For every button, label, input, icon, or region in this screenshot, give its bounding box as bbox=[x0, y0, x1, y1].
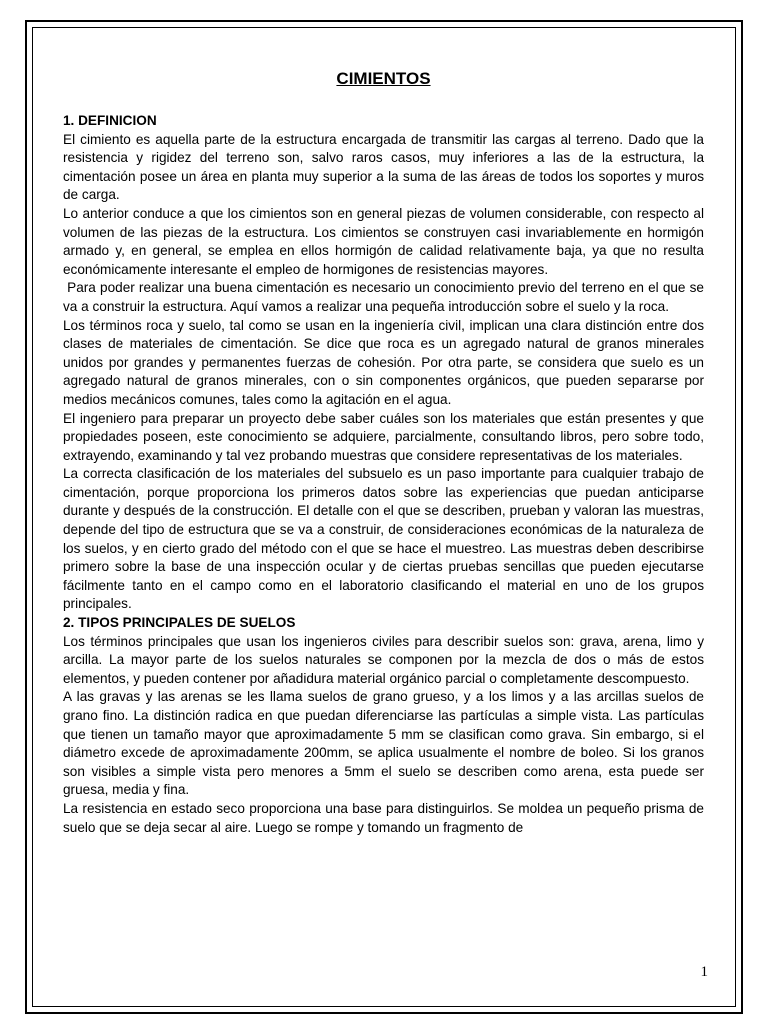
paragraph: Los términos principales que usan los ingenieros civiles para describir suelos son: grava, arena, limo y arcilla. La mayor parte de los suelos naturales se componen por la mezcla de dos o más de estos elementos, y pueden contener por añadidura material orgánico parcial o completamente descompuesto. bbox=[63, 633, 704, 686]
section-heading-definicion: 1. DEFINICION bbox=[63, 113, 157, 128]
paragraph: El cimiento es aquella parte de la estructura encargada de transmitir las cargas al terreno. Dado que la resistencia y rigidez del terreno son, salvo raros casos, muy inferiores a las de la estructura, la cimentación posee un área en planta muy superior a la suma de las áreas de todos los soportes y muros de carga. bbox=[63, 131, 704, 203]
paragraph: La resistencia en estado seco proporciona una base para distinguirlos. Se moldea un pequeño prisma de suelo que se deja secar al aire. Luego se rompe y tomando un fragmento de bbox=[63, 800, 704, 835]
paragraph: La correcta clasificación de los materiales del subsuelo es un paso importante para cualquier trabajo de cimentación, porque proporciona los primeros datos sobre las experiencias que puedan anticiparse durante y después de la construcción. El detalle con el que se describen, prueban y valoran las muestras, depende del tipo de estructura que se va a construir, de consideraciones económicas de la naturaleza de los suelos, y en cierto grado del método con el que se hace el muestreo. Las muestras deben describirse primero sobre la base de una inspección ocular y de ciertas pruebas sencillas que pueden ejecutarse fácilmente tanto en el campo como en el laboratorio clasificando el material en uno de los grupos principales. bbox=[63, 466, 704, 612]
document-body bbox=[63, 68, 708, 837]
page-number: 1 bbox=[700, 964, 708, 980]
paragraph: Para poder realizar una buena cimentación es necesario un conocimiento previo del terreno en el que se va a construir la estructura. Aquí vamos a realizar una pequeña introducción sobre el suelo y la roca. bbox=[63, 280, 708, 314]
paragraph: A las gravas y las arenas se les llama suelos de grano grueso, y a los limos y a las arcillas suelos de grano fino. La distinción radica en que puedan diferenciarse las partículas a simple vista. Las partículas que tienen un tamaño mayor que aproximadamente 5 mm se clasifican como grava. Sin embargo, si el diámetro excede de aproximadamente 200mm, se aplica usualmente el nombre de boleo. Si los granos son visibles a simple vista pero menores a 5mm el suelo se describen como arena, esta puede ser gruesa, media y fina. bbox=[63, 689, 704, 798]
paragraph: Lo anterior conduce a que los cimientos son en general piezas de volumen considerable, con respecto al volumen de las piezas de la estructura. Los cimientos se construyen casi invariablemente en hormigón armado y, en general, se emplea en ellos hormigón de calidad relativamente baja, ya que no resulta económicamente interesante el empleo de hormigones de resistencias mayores. bbox=[63, 205, 704, 277]
section-heading-tipos-suelos: 2. TIPOS PRINCIPALES DE SUELOS bbox=[63, 615, 296, 631]
paragraph: El ingeniero para preparar un proyecto debe saber cuáles son los materiales que están presentes y que propiedades poseen, este conocimiento se adquiere, parcialmente, consultando libros, pero sobre todo, extrayendo, examinando y tal vez probando muestras que considere representativas de los materiales. bbox=[63, 410, 704, 463]
paragraph: Los términos roca y suelo, tal como se usan en la ingeniería civil, implican una clara distinción entre dos clases de materiales de cimentación. Se dice que roca es un agregado natural de granos minerales unidos por grandes y permanentes fuerzas de cohesión. Por otra parte, se considera que suelo es un agregado natural de granos minerales, con o sin componentes orgánicos, que pueden separarse por medios mecánicos comunes, tales como la agitación en el agua. bbox=[63, 317, 704, 407]
document-title: CIMIENTOS bbox=[336, 69, 431, 88]
